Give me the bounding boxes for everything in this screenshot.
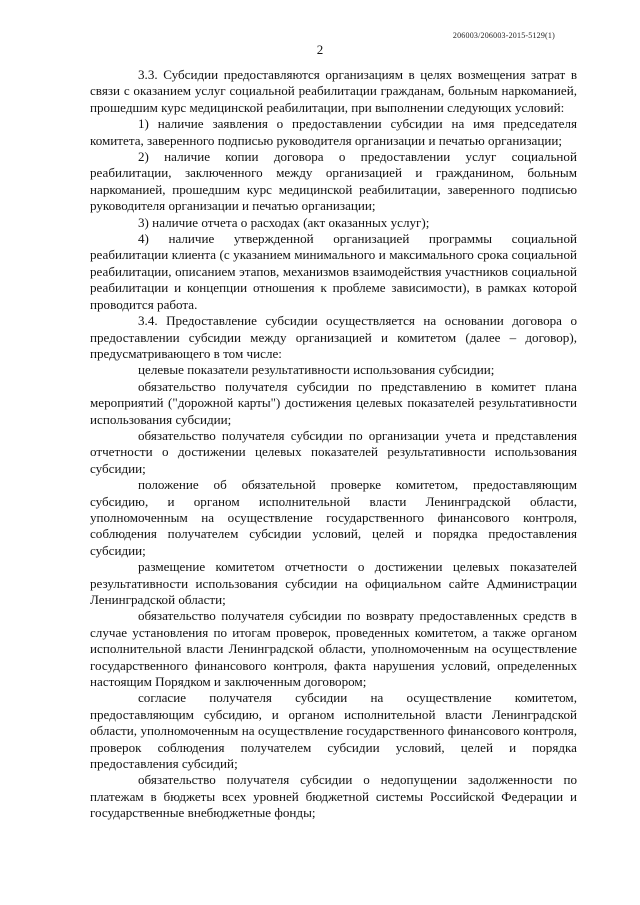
paragraph-3-4: 3.4. Предоставление субсидии осуществляется на основании договора о предоставлении субсидии между организацией и комитетом (далее – договор), предусматривающего в том числе: <box>90 313 577 361</box>
condition-1: 1) наличие заявления о предоставлении субсидии на имя председателя комитета, заверенного подписью руководителя организации и печатью организации; <box>90 116 577 148</box>
contract-term-mandatory-inspection: положение об обязательной проверке комитетом, предоставляющим субсидию, и органом исполнительной власти Ленинградской области, уполномоченным на осуществление государственного финансового контроля, соблюдения получателем субсидии условий, целей и порядка предоставления субсидии; <box>90 477 577 558</box>
condition-2: 2) наличие копии договора о предоставлении услуг социальной реабилитации, заключенного между организацией и гражданином, больным наркоманией, прошедшим курс медицинской реабилитации, заверенного подписью руководителя организации и печатью организации; <box>90 149 577 214</box>
contract-term-report-publication: размещение комитетом отчетности о достижении целевых показателей результативности использования субсидии на официальном сайте Администрации Ленинградской области; <box>90 559 577 607</box>
contract-term-target-indicators: целевые показатели результативности использования субсидии; <box>138 362 495 378</box>
paragraph-3-3: 3.3. Субсидии предоставляются организациям в целях возмещения затрат в связи с оказанием услуг социальной реабилитации гражданам, больным наркоманией, прошедшим курс медицинской реабилитации, при выполнении следующих условий: <box>90 67 577 115</box>
page-number: 2 <box>316 42 324 57</box>
document-registration-number: 206003/206003-2015-5129(1) <box>452 31 555 40</box>
contract-term-refund-obligation: обязательство получателя субсидии по возврату предоставленных средств в случае установления по итогам проверок, проведенных комитетом, а также органом исполнительной власти Ленинградской области, уполномоченным на осуществление государственного финансового контроля, факта нарушения условий, определенных настоящим Порядком и заключенным договором; <box>90 608 577 690</box>
condition-4: 4) наличие утвержденной организацией программы социальной реабилитации клиента (с указанием минимального и максимального срока социальной реабилитации, описанием этапов, механизмов взаимодействия участников социальной реабилитации и концепции отношения к проблеме зависимости), в рамках которой проводится работа. <box>90 231 577 312</box>
contract-term-inspection-consent: согласие получателя субсидии на осуществление комитетом, предоставляющим субсидию, и органом исполнительной власти Ленинградской области, уполномоченным на осуществление государственного финансового контроля, проверок соблюдения получателем субсидии условий, целей и порядка предоставления субсидий; <box>90 690 577 772</box>
document-body <box>90 67 577 822</box>
contract-term-roadmap: обязательство получателя субсидии по представлению в комитет плана мероприятий ("дорожной карты") достижения целевых показателей результативности использования субсидии; <box>90 378 577 427</box>
contract-term-no-arrears: обязательство получателя субсидии о недопущении задолженности по платежам в бюджеты всех уровней бюджетной системы Российской Федерации и государственные внебюджетные фонды; <box>90 772 577 821</box>
condition-3: 3) наличие отчета о расходах (акт оказанных услуг); <box>138 214 430 230</box>
contract-term-accounting-reporting: обязательство получателя субсидии по организации учета и представления отчетности о достижении целевых показателей результативности использования субсидии; <box>90 427 577 476</box>
